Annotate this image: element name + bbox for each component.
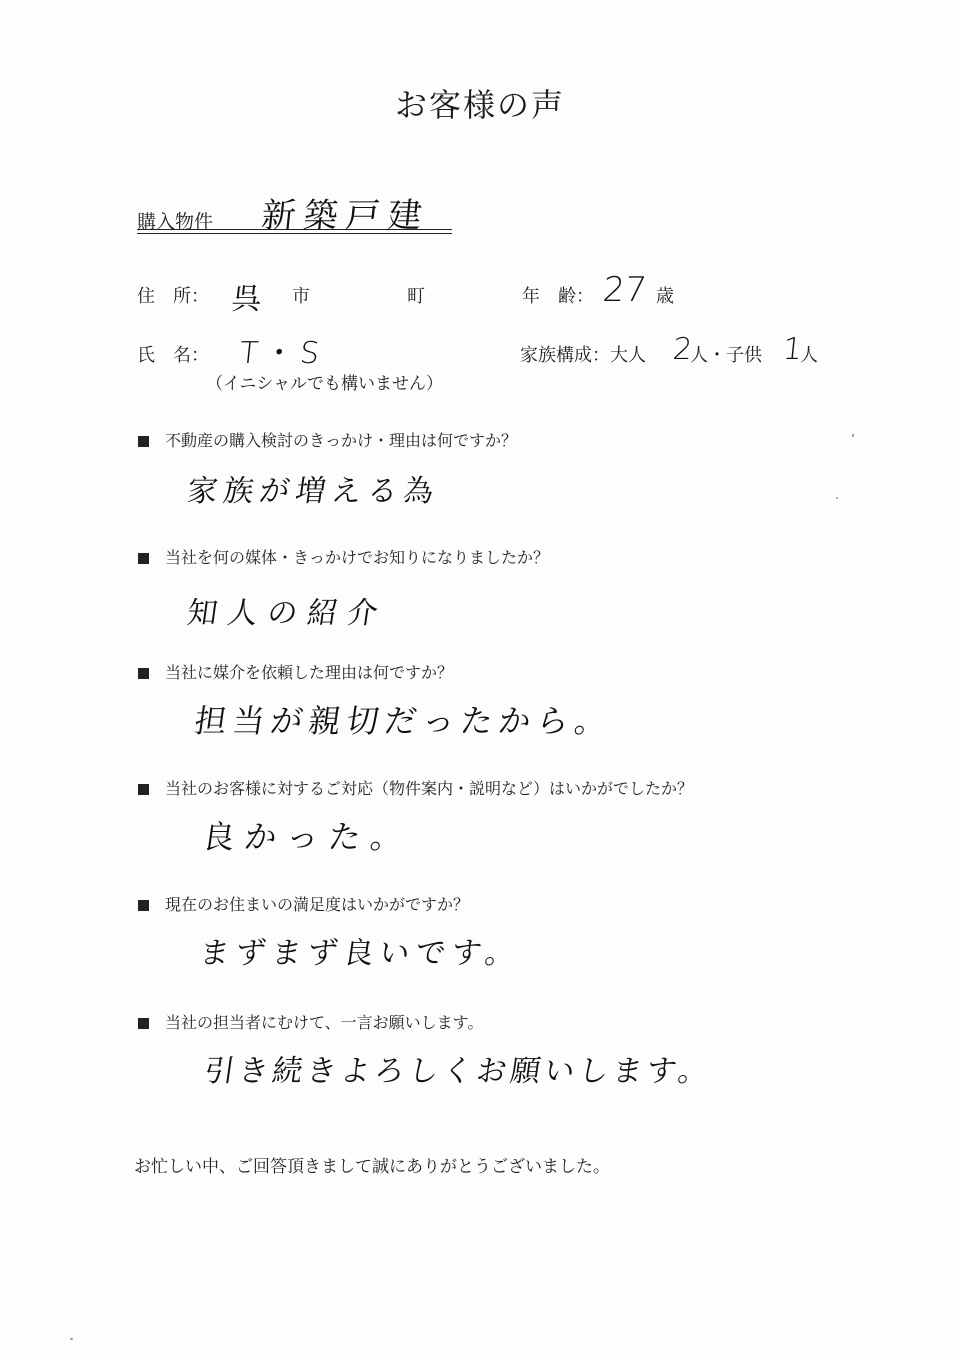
age-value: 27 [600,270,649,310]
question-5 [138,892,469,915]
family-adults-unit: 人・子供 [690,345,762,366]
scan-speck [836,497,838,499]
closing-message: お忙しい中、ご回答頂きまして誠にありがとうございました。 [134,1157,610,1177]
question-3 [138,660,453,683]
question-6 [138,1010,483,1033]
name-note: （イニシャルでも構いません） [206,374,443,394]
question-5-text: 現在のお住まいの満足度はいかがですか？ [165,895,470,914]
bullet-square-icon [138,900,149,911]
property-value: 新築戸建 [259,196,432,236]
answer-3: 担当が親切だったから。 [192,702,616,740]
answer-4: 良かった。 [200,818,416,856]
question-3-text: 当社に媒介を依頼した理由は何ですか？ [165,663,454,682]
age-label: 年 齢： [522,286,594,307]
name-label: 氏 名： [137,345,209,366]
bullet-square-icon [138,1018,149,1029]
name-value: T・S [237,336,327,371]
answer-5: まずまず良いです。 [197,936,524,971]
address-town-label: 町 [407,286,425,307]
question-1-text: 不動産の購入検討のきっかけ・理由は何ですか？ [165,431,518,450]
family-label: 家族構成：大人 [520,345,646,366]
address-value: 呉 [229,282,264,317]
bullet-square-icon [138,668,149,679]
family-adults: 2 [671,332,694,367]
bullet-square-icon [138,553,149,564]
answer-6: 引き続きよろしくお願いします。 [202,1054,715,1089]
property-label: 購入物件 [137,211,214,233]
property-underline [137,229,452,230]
property-underline-2 [137,233,452,234]
family-children: 1 [781,332,804,367]
address-city-label: 市 [292,286,310,307]
bullet-square-icon [138,436,149,447]
question-2-text: 当社を何の媒体・きっかけでお知りになりましたか？ [165,548,550,567]
question-6-text: 当社の担当者にむけて、一言お願いします。 [165,1013,484,1032]
address-label: 住 所： [137,286,209,307]
scan-speck [70,1338,73,1340]
answer-2: 知人の紹介 [185,596,390,631]
question-4 [138,776,693,799]
question-2 [138,545,549,568]
age-unit: 歳 [656,286,674,307]
answer-1: 家族が増える為 [185,474,442,509]
scan-speck [852,434,854,437]
question-1 [138,428,517,451]
question-4-text: 当社のお客様に対するご対応（物件案内・説明など）はいかがでしたか？ [165,779,694,798]
page-title: お客様の声 [394,86,565,124]
bullet-square-icon [138,784,149,795]
family-children-unit: 人 [800,345,818,366]
